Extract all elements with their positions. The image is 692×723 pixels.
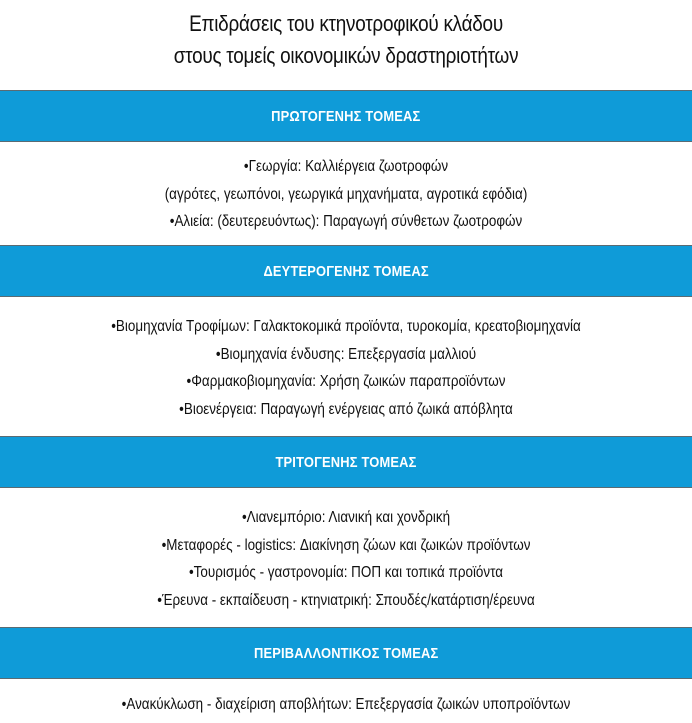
section-header-label: ΠΡΩΤΟΓΕΝΗΣ ΤΟΜΕΑΣ [271, 107, 421, 125]
list-item: •Ανακύκλωση - διαχείριση αποβλήτων: Επεξεργασία ζωικών υποπροϊόντων [121, 696, 571, 713]
list-item: •Βιομηχανία ένδυσης: Επεξεργασία μαλλιού [215, 345, 477, 363]
list-item: (αγρότες, γεωπόνοι, γεωργικά μηχανήματα, αγροτικά εφόδια) [164, 185, 528, 203]
list-item: •Έρευνα - εκπαίδευση - κτηνιατρική: Σπουδές/κατάρτιση/έρευνα [157, 591, 535, 609]
section-items-primary [0, 153, 692, 236]
section-header-label: ΠΕΡΙΒΑΛΛΟΝΤΙΚΟΣ ΤΟΜΕΑΣ [253, 644, 439, 662]
list-item: •Αλιεία: (δευτερευόντως): Παραγωγή σύνθετων ζωοτροφών [169, 213, 523, 230]
section-header-environmental [0, 627, 692, 679]
list-item: •Τουρισμός - γαστρονομία: ΠΟΠ και τοπικά προϊόντα [188, 564, 504, 581]
list-item: •Λιανεμπόριο: Λιανική και χονδρική [241, 509, 451, 526]
list-item: •Βιομηχανία Τροφίμων: Γαλακτοκομικά προϊόντα, τυροκομία, κρεατοβιομηχανία [111, 318, 581, 335]
list-item: •Φαρμακοβιομηχανία: Χρήση ζωικών παραπροϊόντων [186, 373, 506, 390]
section-items-environmental [0, 691, 692, 719]
page-title [48, 8, 643, 72]
section-header-label: ΤΡΙΤΟΓΕΝΗΣ ΤΟΜΕΑΣ [275, 453, 417, 471]
list-item: •Βιοενέργεια: Παραγωγή ενέργειας από ζωικά απόβλητα [179, 400, 513, 418]
list-item: •Μεταφορές - logistics: Διακίνηση ζώων και ζωικών προϊόντων [161, 536, 531, 554]
list-item: •Γεωργία: Καλλιέργεια ζωοτροφών [243, 158, 449, 175]
page-title-line-1: Επιδράσεις του κτηνοτροφικού κλάδου [189, 11, 503, 36]
section-header-primary [0, 90, 692, 142]
section-header-tertiary [0, 436, 692, 488]
section-items-tertiary [0, 504, 692, 614]
section-items-secondary [0, 313, 692, 423]
page-title-line-2: στους τομείς οικονομικών δραστηριοτήτων [173, 43, 519, 68]
section-header-secondary [0, 245, 692, 297]
section-header-label: ΔΕΥΤΕΡΟΓΕΝΗΣ ΤΟΜΕΑΣ [263, 262, 429, 280]
